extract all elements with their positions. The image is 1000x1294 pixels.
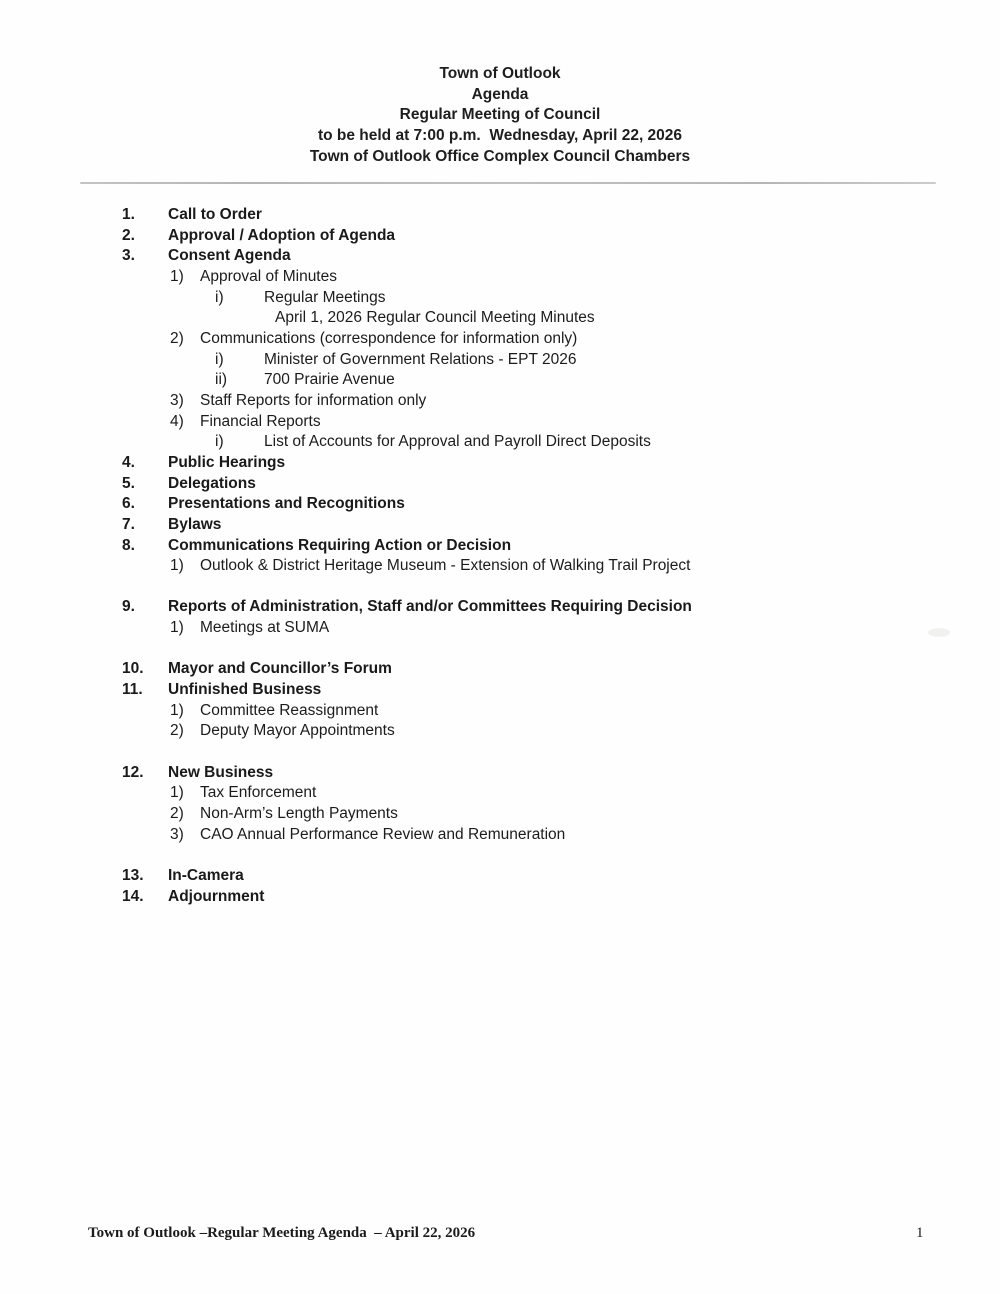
agenda-subsubitem xyxy=(0,350,1000,371)
item-number: 1) xyxy=(170,619,184,637)
agenda-detail-line xyxy=(0,308,1000,329)
agenda-subitem xyxy=(0,412,1000,433)
agenda-item-3 xyxy=(0,246,1000,267)
item-text: Communications (correspondence for information only) xyxy=(200,329,578,347)
scan-smudge-artifact xyxy=(928,628,950,637)
item-number: 8. xyxy=(122,536,135,554)
item-text: CAO Annual Performance Review and Remuneration xyxy=(200,825,566,843)
header-title: Town of Outlook xyxy=(439,65,561,82)
agenda-subitem xyxy=(0,556,1000,577)
agenda-item-4 xyxy=(0,453,1000,474)
agenda-subitem xyxy=(0,391,1000,412)
item-text: Delegations xyxy=(168,474,256,492)
item-text: Non-Arm’s Length Payments xyxy=(200,804,398,822)
item-number: 7. xyxy=(122,515,135,533)
agenda-item-11 xyxy=(0,680,1000,701)
item-text: Reports of Administration, Staff and/or Committees Requiring Decision xyxy=(168,598,692,616)
agenda-subsubitem xyxy=(0,432,1000,453)
footer-title: Town of Outlook –Regular Meeting Agenda – April 22, 2026 xyxy=(88,1225,476,1241)
item-text: Mayor and Councillor’s Forum xyxy=(168,660,392,678)
item-text: Staff Reports for information only xyxy=(200,391,427,409)
agenda-item-12 xyxy=(0,763,1000,784)
item-text: Communications Requiring Action or Decision xyxy=(168,536,512,554)
item-text: Bylaws xyxy=(168,515,222,533)
item-number: 12. xyxy=(122,763,144,781)
item-text: April 1, 2026 Regular Council Meeting Minutes xyxy=(275,309,595,327)
item-text: Call to Order xyxy=(168,206,262,223)
header-location: Town of Outlook Office Complex Council Chambers xyxy=(309,147,691,165)
item-number: 1) xyxy=(170,557,184,575)
item-number: 3. xyxy=(122,247,135,265)
item-text: Tax Enforcement xyxy=(200,784,317,802)
agenda-subitem xyxy=(0,701,1000,722)
item-text: In-Camera xyxy=(168,866,244,884)
item-text: Regular Meetings xyxy=(264,288,386,306)
header-meeting-type: Regular Meeting of Council xyxy=(399,106,601,124)
item-number: 11. xyxy=(122,681,143,699)
item-number: 3) xyxy=(170,391,184,409)
item-number: 1) xyxy=(170,701,184,719)
item-number: 9. xyxy=(122,598,135,616)
agenda-list xyxy=(0,205,1000,907)
agenda-item-1 xyxy=(0,205,1000,226)
item-text: Approval / Adoption of Agenda xyxy=(168,226,396,244)
agenda-item-10 xyxy=(0,659,1000,680)
item-text: List of Accounts for Approval and Payroll Direct Deposits xyxy=(264,433,651,451)
item-number: 4) xyxy=(170,412,184,430)
item-number: 2) xyxy=(170,329,184,347)
agenda-item-6 xyxy=(0,494,1000,515)
agenda-subitem xyxy=(0,267,1000,288)
item-number: ii) xyxy=(215,371,228,389)
item-text: Outlook & District Heritage Museum - Extension of Walking Trail Project xyxy=(200,557,691,575)
agenda-subitem xyxy=(0,618,1000,639)
item-text: Adjournment xyxy=(168,887,265,905)
agenda-item-5 xyxy=(0,474,1000,495)
document-header xyxy=(0,64,1000,168)
item-number: 2) xyxy=(170,722,184,740)
agenda-item-9 xyxy=(0,597,1000,618)
item-text: 700 Prairie Avenue xyxy=(264,371,395,389)
header-divider-line xyxy=(80,182,936,184)
item-number: i) xyxy=(215,288,224,306)
item-text: Approval of Minutes xyxy=(200,267,337,285)
header-datetime: to be held at 7:00 p.m. Wednesday, April 22, 2026 xyxy=(317,127,683,145)
item-number: 2. xyxy=(122,226,135,244)
agenda-subitem xyxy=(0,721,1000,742)
item-text: Unfinished Business xyxy=(168,681,322,699)
item-number: i) xyxy=(215,350,224,368)
item-text: Financial Reports xyxy=(200,412,321,430)
item-number: 6. xyxy=(122,495,135,513)
item-number: 4. xyxy=(122,453,135,471)
item-text: Deputy Mayor Appointments xyxy=(200,722,395,740)
agenda-item-7 xyxy=(0,515,1000,536)
item-text: Meetings at SUMA xyxy=(200,619,330,637)
agenda-subitem xyxy=(0,825,1000,846)
agenda-item-8 xyxy=(0,536,1000,557)
item-text: New Business xyxy=(168,763,274,781)
item-number: i) xyxy=(215,433,224,451)
item-number: 2) xyxy=(170,804,184,822)
agenda-subitem xyxy=(0,804,1000,825)
agenda-subsubitem xyxy=(0,288,1000,309)
header-subtitle: Agenda xyxy=(471,85,529,103)
item-text: Public Hearings xyxy=(168,453,286,471)
item-text: Committee Reassignment xyxy=(200,701,379,719)
footer-page-number: 1 xyxy=(916,1225,924,1241)
item-text: Presentations and Recognitions xyxy=(168,495,405,513)
item-number: 14. xyxy=(122,887,144,905)
agenda-item-14 xyxy=(0,887,1000,908)
item-text: Minister of Government Relations - EPT 2026 xyxy=(264,350,577,368)
item-number: 3) xyxy=(170,825,184,843)
item-number: 1) xyxy=(170,267,184,285)
agenda-subitem xyxy=(0,329,1000,350)
agenda-item-2 xyxy=(0,226,1000,247)
item-text: Consent Agenda xyxy=(168,247,291,265)
agenda-item-13 xyxy=(0,866,1000,887)
item-number: 1) xyxy=(170,784,184,802)
agenda-subsubitem xyxy=(0,370,1000,391)
item-number: 10. xyxy=(122,660,144,678)
item-number: 5. xyxy=(122,474,135,492)
item-number: 1. xyxy=(122,206,135,223)
item-number: 13. xyxy=(122,866,144,884)
agenda-subitem xyxy=(0,783,1000,804)
